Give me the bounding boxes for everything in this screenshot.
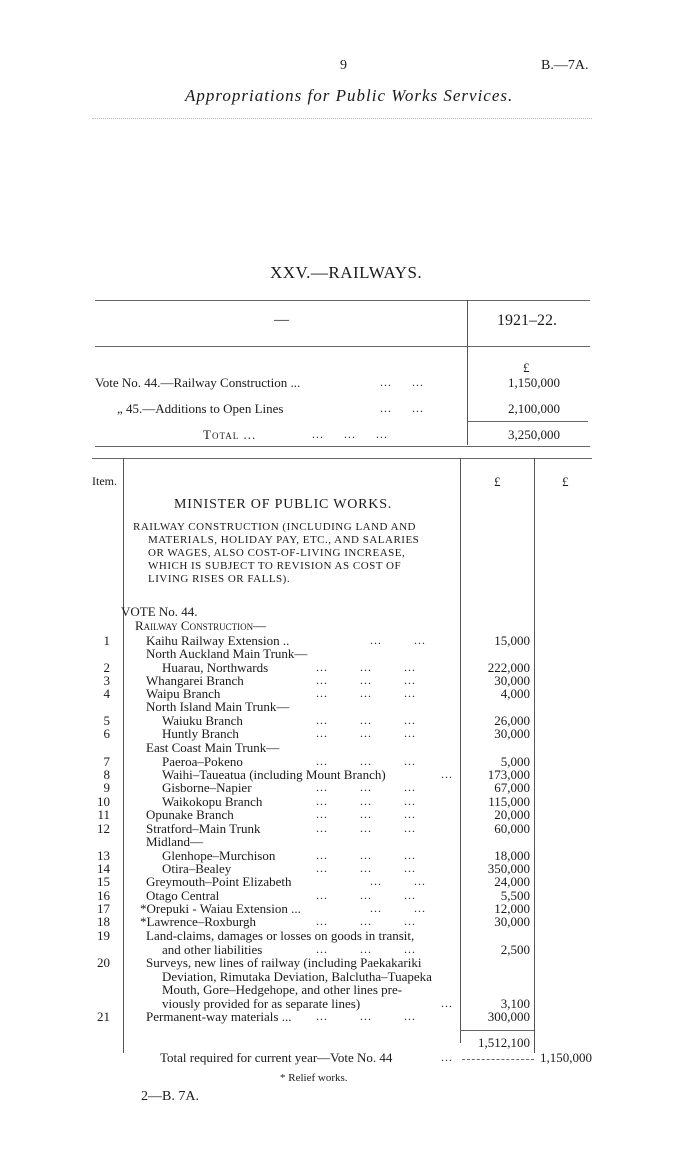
subtotal-col-divider: [534, 458, 535, 1053]
item-amount: 4,000: [500, 686, 530, 701]
item-description: Kaihu Railway Extension ..: [146, 633, 290, 648]
item-description: *Lawrence–Roxburgh: [140, 914, 257, 929]
currency-header-2: £: [562, 474, 569, 489]
item-number: 4: [103, 686, 110, 701]
summary-col-year: 1921–22.: [497, 312, 557, 329]
item-description: Waihi–Taueatua (including Mount Branch): [162, 767, 386, 782]
scope-line: LIVING RISES OR FALLS).: [148, 573, 291, 585]
page-number: 9: [340, 58, 347, 73]
item-amount: 30,000: [494, 726, 530, 741]
group-heading: North Auckland Main Trunk—: [146, 646, 308, 661]
item-amount: 3,100: [500, 996, 530, 1011]
detail-top-rule: [92, 458, 592, 459]
item-number: 12: [97, 821, 110, 836]
total-connector-rule: [462, 1059, 534, 1060]
scope-line: OR WAGES, ALSO COST-OF-LIVING INCREASE,: [148, 547, 406, 559]
item-number: 16: [97, 888, 110, 903]
item-description: Otago Central: [146, 888, 220, 903]
item-amount: 18,000: [494, 848, 530, 863]
summary-total-label: Total ...: [203, 427, 257, 442]
summary-total-rule: [468, 421, 588, 422]
item-amount: 5,500: [500, 888, 530, 903]
item-number: 11: [97, 807, 110, 822]
item-description: Land-claims, damages or losses on goods in transit,: [146, 928, 415, 943]
item-number: 10: [97, 794, 110, 809]
item-amount: 5,000: [500, 754, 530, 769]
item-description: Stratford–Main Trunk: [146, 821, 261, 836]
leader-dots: ... ... ...: [312, 427, 388, 441]
item-amount: 24,000: [494, 874, 530, 889]
summary-bottom-rule: [95, 446, 590, 447]
currency-header-1: £: [494, 474, 501, 489]
group-heading: North Island Main Trunk—: [146, 699, 290, 714]
running-title: Appropriations for Public Works Services.: [185, 86, 514, 105]
item-description: Deviation, Rimutaka Deviation, Balclutha–Tuapeka: [162, 969, 432, 984]
item-amount: 20,000: [494, 807, 530, 822]
summary-row-label: Vote No. 44.—Railway Construction ...: [95, 375, 301, 390]
minister-heading: MINISTER OF PUBLIC WORKS.: [174, 497, 393, 512]
item-description: Waipu Branch: [146, 686, 221, 701]
item-description: Permanent-way materials ...: [146, 1009, 292, 1024]
item-description: *Orepuki - Waiau Extension ...: [140, 901, 301, 916]
item-description: Mouth, Gore–Hedgehope, and other lines pre-: [162, 982, 403, 997]
total-label: Total required for current year—Vote No. 44: [160, 1050, 393, 1065]
item-number: 6: [103, 726, 110, 741]
leader-dots: ...: [441, 1050, 453, 1064]
vote-heading: VOTE No. 44.: [121, 604, 198, 619]
item-number: 20: [97, 955, 110, 970]
item-description: Paeroa–Pokeno: [162, 754, 243, 769]
item-col-divider: [123, 458, 124, 1053]
item-description: Glenhope–Murchison: [162, 848, 276, 863]
item-description: Otira–Bealey: [162, 861, 232, 876]
item-description: Opunake Branch: [146, 807, 234, 822]
summary-head-rule: [95, 346, 590, 347]
item-amount: 12,000: [494, 901, 530, 916]
summary-total-amount: 3,250,000: [508, 427, 560, 442]
item-amount: 2,500: [500, 942, 530, 957]
item-amount: 350,000: [487, 861, 530, 876]
summary-currency: £: [523, 360, 530, 375]
section-title: XXV.—RAILWAYS.: [270, 263, 423, 282]
summary-top-rule: [95, 300, 590, 301]
item-number: 2: [103, 660, 110, 675]
item-amount: 15,000: [494, 633, 530, 648]
item-number: 13: [97, 848, 110, 863]
item-number: 19: [97, 928, 110, 943]
item-description: Surveys, new lines of railway (including Paekakariki: [146, 955, 422, 970]
group-heading: East Coast Main Trunk—: [146, 740, 280, 755]
item-description: Gisborne–Napier: [162, 780, 252, 795]
leader-dots: ... ...: [380, 375, 424, 389]
item-description: Huntly Branch: [162, 726, 239, 741]
item-amount: 115,000: [488, 794, 530, 809]
item-amount: 222,000: [487, 660, 530, 675]
summary-row-label: „ 45.—Additions to Open Lines: [117, 401, 284, 416]
item-description: viously provided for as separate lines): [162, 996, 361, 1011]
item-number: 3: [103, 673, 110, 688]
summary-col-dash: —: [274, 312, 289, 328]
subhead: Railway Construction—: [135, 618, 267, 633]
item-amount: 60,000: [494, 821, 530, 836]
total-amount: 1,150,000: [540, 1050, 592, 1065]
item-amount: 173,000: [487, 767, 530, 782]
summary-col-divider: [467, 300, 468, 445]
summary-row-amount: 2,100,000: [508, 401, 560, 416]
item-number: 5: [103, 713, 110, 728]
signature-mark: 2—B. 7A.: [141, 1089, 199, 1104]
item-amount: 30,000: [494, 673, 530, 688]
footnote: * Relief works.: [280, 1072, 348, 1084]
item-amount: 30,000: [494, 914, 530, 929]
leader-dots: ... ...: [380, 401, 424, 415]
item-description: Huarau, Northwards: [162, 660, 269, 675]
item-description: Greymouth–Point Elizabeth: [146, 874, 292, 889]
item-description: Waiuku Branch: [162, 713, 243, 728]
item-description: Waikokopu Branch: [162, 794, 263, 809]
item-amount: 67,000: [494, 780, 530, 795]
item-number: 9: [103, 780, 110, 795]
scope-line: RAILWAY CONSTRUCTION (INCLUDING LAND AND: [133, 521, 416, 533]
header-rule: [92, 118, 592, 119]
item-amount: 26,000: [494, 713, 530, 728]
subtotal-amount: 1,512,100: [478, 1035, 530, 1050]
item-number: 1: [103, 633, 110, 648]
item-number: 14: [97, 861, 110, 876]
item-number: 8: [103, 767, 110, 782]
subtotal-rule: [460, 1030, 534, 1031]
summary-row-amount: 1,150,000: [508, 375, 560, 390]
scope-line: WHICH IS SUBJECT TO REVISION AS COST OF: [148, 560, 402, 572]
group-heading: Midland—: [146, 834, 204, 849]
item-amount: 300,000: [487, 1009, 530, 1024]
item-number: 21: [97, 1009, 110, 1024]
item-description: and other liabilities: [162, 942, 263, 957]
item-number: 15: [97, 874, 110, 889]
item-number: 17: [97, 901, 110, 916]
item-description: Whangarei Branch: [146, 673, 244, 688]
amount-col-divider: [460, 458, 461, 1043]
scope-line: MATERIALS, HOLIDAY PAY, ETC., AND SALARIES: [148, 534, 420, 546]
document-reference: B.—7A.: [541, 58, 589, 73]
item-column-header: Item.: [92, 474, 117, 488]
item-number: 7: [103, 754, 110, 769]
item-number: 18: [97, 914, 110, 929]
